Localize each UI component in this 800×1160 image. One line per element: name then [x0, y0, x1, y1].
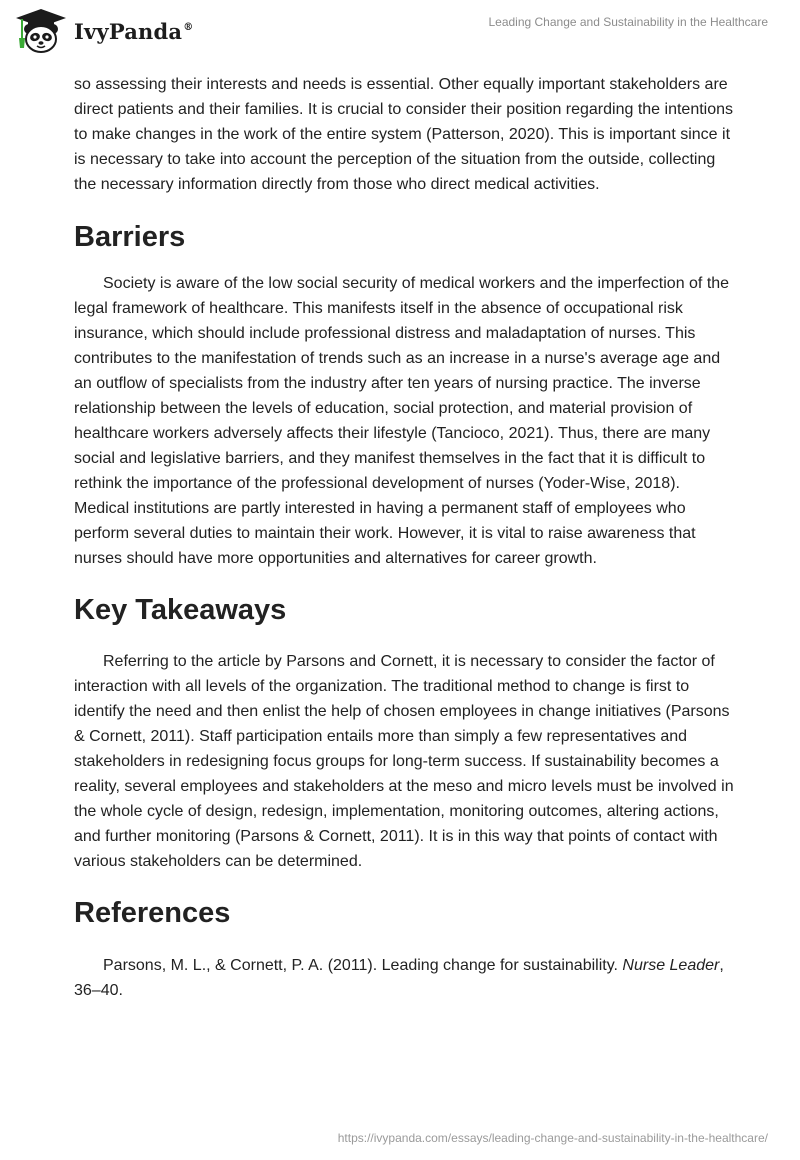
source-url[interactable]: https://ivypanda.com/essays/leading-change-and-sustainability-in-the-healthcare/: [337, 1131, 768, 1145]
section-heading-barriers: Barriers: [74, 221, 186, 253]
essay-content: [74, 72, 734, 1003]
logo-wordmark: IvyPanda®: [74, 18, 194, 44]
section-heading-references: References: [74, 897, 231, 929]
page-header: [0, 0, 800, 64]
reference-journal-title: Nurse Leader: [622, 957, 720, 974]
panda-graduate-icon: [14, 8, 68, 54]
key-takeaways-paragraph: Referring to the article by Parsons and Cornett, it is necessary to consider the factor of interaction with all levels of the organization. The traditional method to change is first to identify the need and then enlist the help of chosen employees in change initiatives (Parsons & Cornett, 2011). Staff participation entails more than simply a few representatives and stakeholders in redesigning focus groups for long-term success. If sustainability becomes a reality, several employees and stakeholders at the meso and micro levels must be involved in the whole cycle of design, redesign, implementation, monitoring outcomes, altering actions, and further monitoring (Parsons & Cornett, 2011). It is in this way that points of contact with various stakeholders can be determined.: [74, 653, 734, 870]
barriers-paragraph: Society is aware of the low social security of medical workers and the imperfection of the legal framework of healthcare. This manifests itself in the absence of occupational risk insurance, which should include professional distress and maladaptation of nurses. This contributes to the manifestation of trends such as an increase in a nurse's average age and an outflow of specialists from the industry after ten years of nursing practice. The inverse relationship between the levels of education, social protection, and material provision of healthcare workers adversely affects their lifestyle (Tancioco, 2021). Thus, there are many social and legislative barriers, and they manifest themselves in the fact that it is difficult to rethink the importance of the professional development of nurses (Yoder-Wise, 2018). Medical institutions are partly interested in having a permanent staff of employees who perform several duties to maintain their work. However, it is vital to raise awareness that nurses should have more opportunities and alternatives for career growth.: [74, 275, 730, 567]
document-title: Leading Change and Sustainability in the Healthcare: [488, 15, 768, 29]
section-heading-key-takeaways: Key Takeaways: [74, 594, 287, 626]
reference-entry: Parsons, M. L., & Cornett, P. A. (2011). Leading change for sustainability. Nurse Leader, 36–40.: [74, 957, 724, 999]
intro-paragraph: so assessing their interests and needs is essential. Other equally important stakeholders are direct patients and their families. It is crucial to consider their position regarding the intentions to make changes in the work of the entire system (Patterson, 2020). This is important since it is necessary to take into account the perception of the situation from the outside, collecting the necessary information directly from those who direct medical activities.: [74, 76, 734, 193]
ivypanda-logo[interactable]: [14, 8, 193, 54]
